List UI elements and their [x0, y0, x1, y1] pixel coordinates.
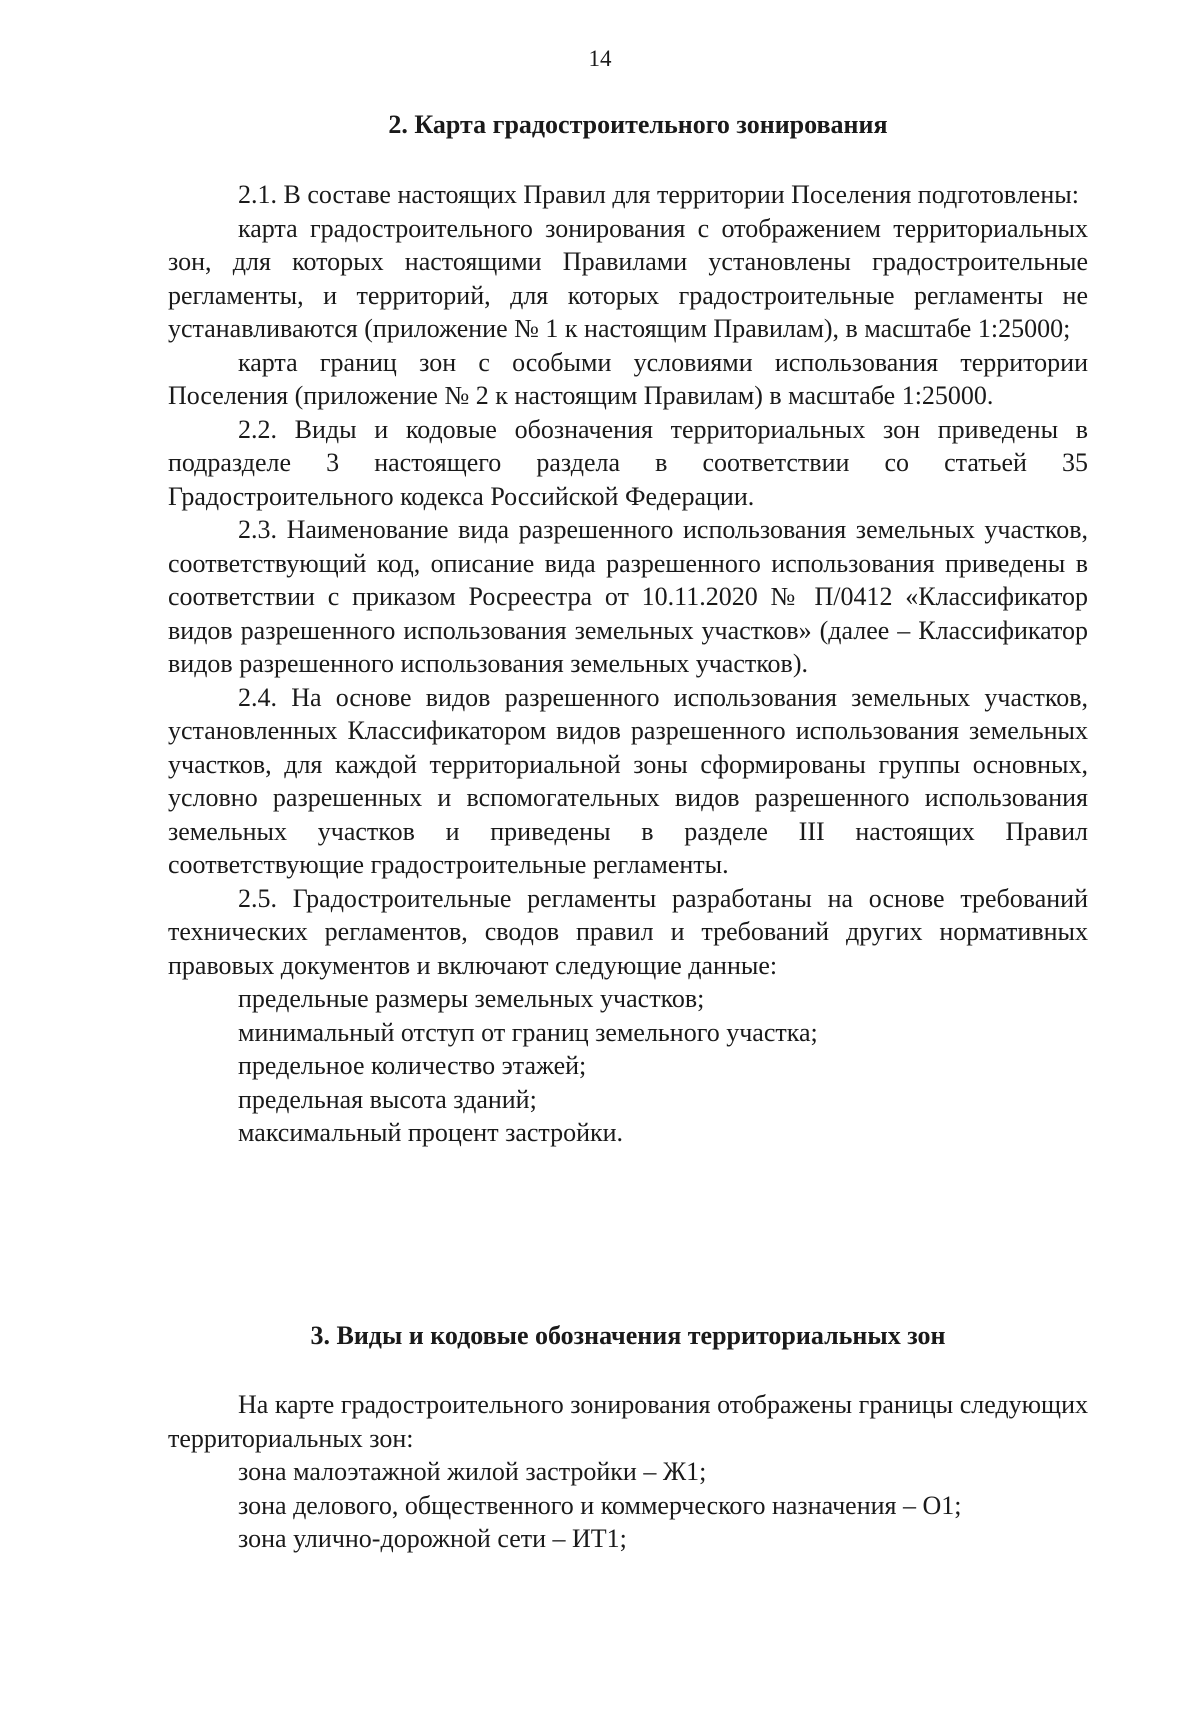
- list-item: предельное количество этажей;: [238, 1051, 587, 1080]
- section-2-heading: 2. Карта градостроительного зонирования: [388, 110, 888, 139]
- paragraph-2-5: 2.5. Градостроительные регламенты разработаны на основе требований технических регламентов, сводов правил и требований других нормативных правовых документов и включают следующие данные:: [168, 883, 1088, 980]
- list-item: зона делового, общественного и коммерческого назначения – О1;: [238, 1490, 962, 1520]
- paragraph-zoning-map: карта градостроительного зонирования с отображением территориальных зон, для которых настоящими Правилами установлены градостроительные регламенты, и территорий, для которых градостроительные регламенты не устанавливаются (приложение № 1 к настоящим Правилам), в масштабе 1:25000;: [168, 213, 1088, 343]
- paragraph-2-3: 2.3. Наименование вида разрешенного использования земельных участков, соответствующий код, описание вида разрешенного использования приведены в соответствии с приказом Росреестра от 10.11.2020 № П/0412 «Классификатор видов разрешенного использования земельных участков» (далее – Классификатор видов разрешенного использования земельных участков).: [168, 515, 1088, 678]
- paragraph-special-zones-map: карта границ зон с особыми условиями использования территории Поселения (приложение № 2 к настоящим Правилам) в масштабе 1:25000.: [168, 347, 1088, 410]
- list-item: зона улично-дорожной сети – ИТ1;: [238, 1524, 627, 1553]
- list-item: минимальный отступ от границ земельного участка;: [238, 1017, 818, 1047]
- paragraph-2-2: 2.2. Виды и кодовые обозначения территориальных зон приведены в подразделе 3 настоящего раздела в соответствии со статьей 35 Градостроительного кодекса Российской Федерации.: [168, 414, 1088, 511]
- list-item: зона малоэтажной жилой застройки – Ж1;: [238, 1457, 707, 1486]
- zones-list: [168, 1455, 1088, 1556]
- paragraph-zones-intro: На карте градостроительного зонирования отображены границы следующих территориальных зон:: [168, 1390, 1088, 1453]
- section-3-body: [168, 1388, 1088, 1556]
- paragraph-2-1: 2.1. В составе настоящих Правил для территории Поселения подготовлены:: [238, 180, 1079, 209]
- list-item: предельные размеры земельных участков;: [238, 984, 705, 1013]
- list-item: максимальный процент застройки.: [238, 1118, 624, 1147]
- page-number: 14: [588, 46, 612, 71]
- section-2-body: [168, 178, 1088, 1150]
- paragraph-2-4: 2.4. На основе видов разрешенного использования земельных участков, установленных Классификатором видов разрешенного использования земельных участков, для каждой территориальной зоны сформированы группы основных, условно разрешенных и вспомогательных видов разрешенного использования земельных участков и приведены в разделе III настоящих Правил соответствующие градостроительные регламенты.: [168, 682, 1088, 879]
- regulation-data-list: [168, 982, 1088, 1150]
- section-3-heading: 3. Виды и кодовые обозначения территориальных зон: [310, 1321, 946, 1350]
- list-item: предельная высота зданий;: [238, 1084, 537, 1114]
